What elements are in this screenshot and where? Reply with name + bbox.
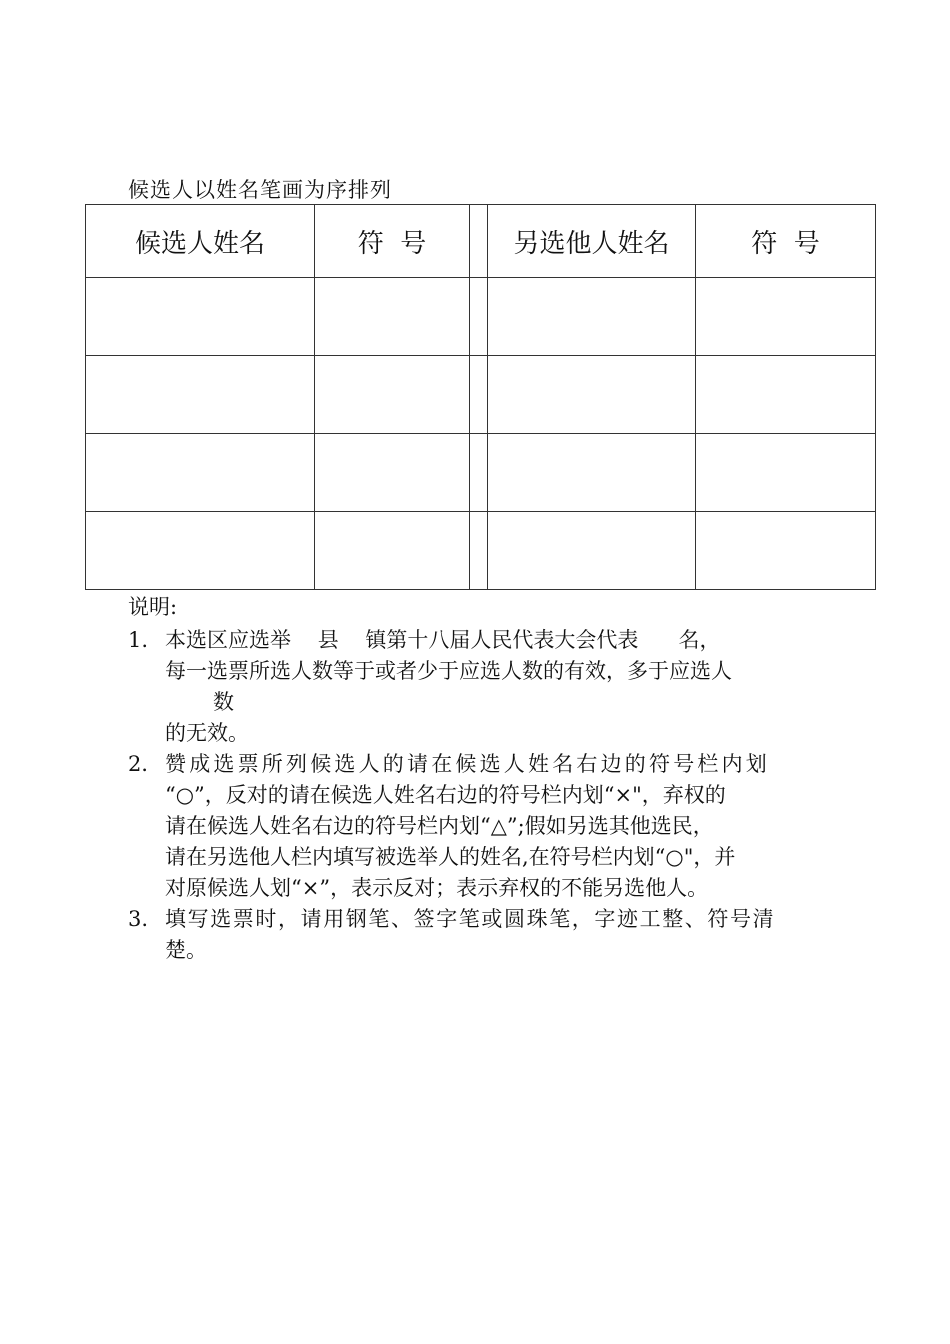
instruction-item-3 [128, 904, 833, 966]
item-text: 本选区应选举 县 镇第十八届人民代表大会代表 名， [165, 628, 721, 652]
instructions [128, 592, 833, 966]
symbol-cell[interactable] [315, 512, 470, 590]
item-text: 的无效。 [165, 721, 249, 745]
candidate-name-cell[interactable] [86, 512, 315, 590]
candidate-name-cell[interactable] [86, 356, 315, 434]
symbol-cell[interactable] [315, 356, 470, 434]
table-row [86, 356, 876, 434]
instructions-title: 说明: [128, 595, 178, 619]
column-gap [470, 356, 488, 434]
item-text: 对原候选人划“×”，表示反对；表示弃权的不能另选他人。 [165, 876, 709, 900]
instruction-item-2 [128, 749, 833, 904]
header-other-name: 另选他人姓名 [488, 205, 696, 278]
item-number: 2． [128, 752, 163, 776]
symbol-cell[interactable] [315, 278, 470, 356]
item-number: 3. [128, 907, 149, 931]
candidate-name-cell[interactable] [86, 278, 315, 356]
header-symbol: 符 号 [315, 205, 470, 278]
item-text: “○”，反对的请在候选人姓名右边的符号栏内划“×"，弃权的 [165, 783, 726, 807]
item-text: 每一选票所选人数等于或者少于应选人数的有效，多于应选人 [165, 659, 732, 683]
ballot-table [85, 204, 876, 590]
column-gap [470, 278, 488, 356]
symbol-cell[interactable] [315, 434, 470, 512]
other-symbol-cell[interactable] [696, 434, 876, 512]
other-name-cell[interactable] [488, 512, 696, 590]
other-symbol-cell[interactable] [696, 278, 876, 356]
item-number: 1. [128, 628, 149, 652]
candidate-name-cell[interactable] [86, 434, 315, 512]
header-candidate-name: 候选人姓名 [86, 205, 315, 278]
other-name-cell[interactable] [488, 434, 696, 512]
column-gap [470, 205, 488, 278]
other-name-cell[interactable] [488, 278, 696, 356]
column-gap [470, 512, 488, 590]
item-text: 请在候选人姓名右边的符号栏内划“△”;假如另选其他选民， [165, 814, 714, 838]
item-text: 数 [213, 690, 234, 714]
item-text: 请在另选他人栏内填写被选举人的姓名,在符号栏内划“○"，并 [165, 845, 736, 869]
other-symbol-cell[interactable] [696, 512, 876, 590]
table-row [86, 278, 876, 356]
instruction-item-1 [128, 625, 833, 749]
header-row [86, 205, 876, 278]
column-gap [470, 434, 488, 512]
item-text: 填写选票时，请用钢笔、签字笔或圆珠笔，字迹工整、符号清 [165, 907, 776, 931]
table-caption: 候选人以姓名笔画为序排列 [128, 178, 392, 202]
other-symbol-cell[interactable] [696, 356, 876, 434]
item-text: 楚。 [165, 938, 207, 962]
header-other-symbol: 符 号 [696, 205, 876, 278]
item-text: 赞成选票所列候选人的请在候选人姓名右边的符号栏内划 [165, 752, 770, 776]
table-row [86, 512, 876, 590]
table-row [86, 434, 876, 512]
other-name-cell[interactable] [488, 356, 696, 434]
